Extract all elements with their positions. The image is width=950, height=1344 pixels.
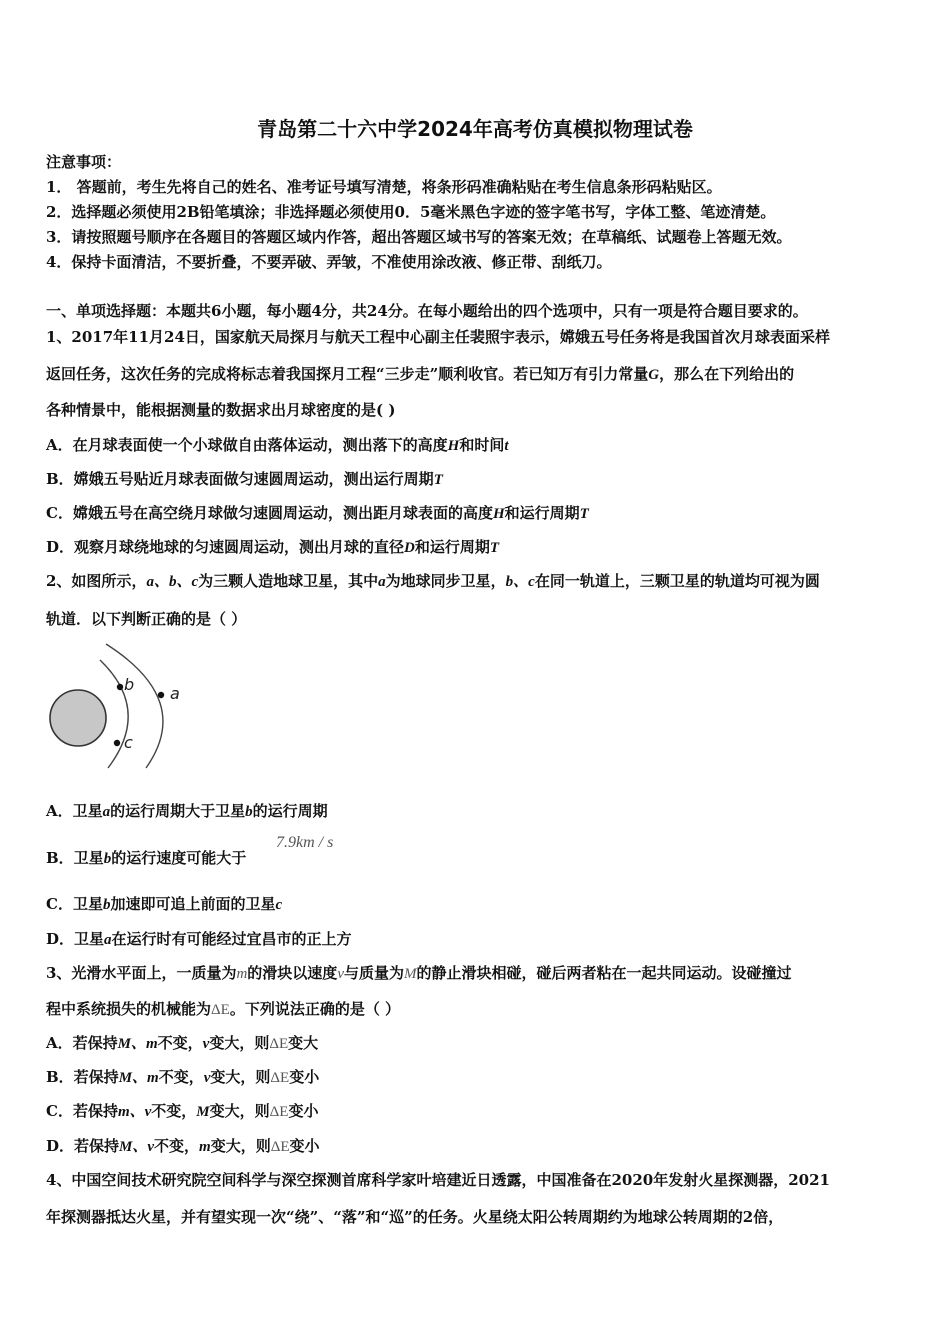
option-var-dE: ΔE <box>269 1104 289 1120</box>
option-text: 不变， <box>151 1102 197 1120</box>
option-var: T <box>433 472 443 488</box>
option-text: A．卫星 <box>46 802 103 820</box>
option-var: b <box>245 804 253 820</box>
q3-text: 的滑块以速度 <box>247 964 338 982</box>
option-var: t <box>504 438 509 454</box>
option-text: B．卫星 <box>46 849 104 867</box>
q4-stem-line2: 年探测器抵达火星，并有望实现一次“绕”、“落”和“巡”的任务。火星绕太阳公转周期约为地球公转周期的2倍， <box>46 1208 784 1226</box>
q3-option-b[interactable] <box>46 1067 319 1088</box>
option-var-dE: ΔE <box>270 1139 290 1155</box>
option-text: 变大，则 <box>209 1102 270 1120</box>
option-text: 变小 <box>289 1137 320 1155</box>
q3-text: 与质量为 <box>343 964 404 982</box>
option-var: b <box>103 851 112 867</box>
satellite-orbit-figure <box>44 640 204 775</box>
option-text: B．若保持 <box>46 1068 119 1086</box>
q3-stem-line2 <box>46 999 400 1020</box>
option-text: D．观察月球绕地球的匀速圆周运动，测出月球的直径 <box>46 538 405 556</box>
q1-var-G: G <box>648 367 660 383</box>
q2-text: 为三颗人造地球卫星，其中 <box>198 572 379 590</box>
option-var: M、v <box>119 1139 155 1155</box>
notice-item-1: 1． 答题前，考生先将自己的姓名、准考证号填写清楚，将条形码准确粘贴在考生信息条形码粘贴区。 <box>46 178 722 196</box>
option-var-dE: ΔE <box>269 1036 289 1052</box>
q2-option-c[interactable] <box>46 894 282 915</box>
option-text: 和运行周期 <box>414 538 490 556</box>
option-var: T <box>489 540 500 556</box>
q3-text: 的静止滑块相碰，碰后两者粘在一起共同运动。设碰撞过 <box>416 964 792 982</box>
option-var: b <box>102 897 111 913</box>
option-var: v <box>203 1070 211 1086</box>
q3-text: 程中系统损失的机械能为 <box>46 1000 212 1018</box>
option-text: A．若保持 <box>46 1034 118 1052</box>
option-text: 和时间 <box>459 436 505 454</box>
satellite-a-dot <box>158 692 164 698</box>
q3-var-v: v <box>337 966 344 982</box>
outer-orbit-arc <box>106 644 163 768</box>
q2-var: a <box>378 574 386 590</box>
option-var: H <box>447 438 460 454</box>
q3-option-a[interactable] <box>46 1033 318 1054</box>
option-var: m <box>199 1139 211 1155</box>
option-text: 的运行周期大于卫星 <box>110 802 246 820</box>
q2-option-a[interactable] <box>46 801 328 822</box>
q2-text: 2、如图所示， <box>46 572 147 590</box>
option-text: 变小 <box>289 1068 320 1086</box>
q2-option-d[interactable] <box>46 929 352 950</box>
option-text: D．卫星 <box>46 930 105 948</box>
q3-text: 3、光滑水平面上，一质量为 <box>46 964 237 982</box>
option-text: 变小 <box>288 1102 319 1120</box>
q3-option-c[interactable] <box>46 1101 318 1122</box>
speed-value: 7.9km / s <box>276 834 334 851</box>
q1-text: 返回任务，这次任务的完成将标志着我国探月工程“三步走”顺利收官。若已知万有引力常量 <box>46 365 649 383</box>
option-text: B．嫦娥五号贴近月球表面做匀速圆周运动，测出运行周期 <box>46 470 434 488</box>
option-text: 的运行周期 <box>252 802 328 820</box>
q1-option-b[interactable] <box>46 469 443 490</box>
option-text: 不变， <box>158 1068 204 1086</box>
q1-stem-line1: 1、2017年11月24日，国家航天局探月与航天工程中心副主任裴照宇表示，嫦娥五号任务将是我国首次月球表面采样 <box>46 328 830 346</box>
option-text: 变大，则 <box>210 1137 271 1155</box>
q3-var-m: m <box>236 966 248 982</box>
option-text: 变大 <box>288 1034 319 1052</box>
option-text: C．卫星 <box>46 895 103 913</box>
option-var-dE: ΔE <box>270 1070 290 1086</box>
earth-circle <box>50 690 106 746</box>
label-c: c <box>124 733 133 752</box>
option-text: 在运行时有可能经过宜昌市的正上方 <box>111 930 352 948</box>
option-var: a <box>102 804 111 820</box>
q2-stem-line1 <box>46 571 820 592</box>
option-var: c <box>275 897 283 913</box>
option-text: A．在月球表面使一个小球做自由落体运动，测出落下的高度 <box>46 436 448 454</box>
q3-option-d[interactable] <box>46 1136 320 1157</box>
q1-text: ，那么在下列给出的 <box>659 365 795 383</box>
option-text: 变大，则 <box>209 1034 270 1052</box>
q2-text: 在同一轨道上，三颗卫星的轨道均可视为圆 <box>534 572 820 590</box>
q3-var-dE: ΔE <box>211 1002 230 1018</box>
option-text: 的运行速度可能大于 <box>111 849 247 867</box>
option-text: 加速即可追上前面的卫星 <box>110 895 276 913</box>
q2-stem-line2: 轨道．以下判断正确的是（ ） <box>46 610 247 628</box>
notice-item-4: 4．保持卡面清洁，不要折叠，不要弄破、弄皱，不准使用涂改液、修正带、刮纸刀。 <box>46 253 612 271</box>
notice-heading: 注意事项： <box>46 153 122 171</box>
option-var: v <box>202 1036 210 1052</box>
exam-title: 青岛第二十六中学2024年高考仿真模拟物理试卷 <box>257 117 693 141</box>
notice-item-2: 2．选择题必须使用2B铅笔填涂；非选择题必须使用0．5毫米黑色字迹的签字笔书写，字体工整、笔迹清楚。 <box>46 203 776 221</box>
option-var: a <box>104 932 112 948</box>
q2-option-b[interactable] <box>46 848 246 869</box>
option-text: D．若保持 <box>46 1137 120 1155</box>
option-var: H <box>492 506 505 522</box>
q2-var: a、b、c <box>146 574 199 590</box>
option-text: C．嫦娥五号在高空绕月球做匀速圆周运动，测出距月球表面的高度 <box>46 504 493 522</box>
section-heading: 一、单项选择题：本题共6小题，每小题4分，共24分。在每小题给出的四个选项中，只有一项是符合题目要求的。 <box>46 302 808 320</box>
q1-stem-line2 <box>46 364 794 385</box>
notice-item-3: 3．请按照题号顺序在各题目的答题区域内作答，超出答题区域书写的答案无效；在草稿纸、试题卷上答题无效。 <box>46 228 792 246</box>
option-var: m、v <box>117 1104 152 1120</box>
option-var: T <box>579 506 589 522</box>
option-text: 和运行周期 <box>504 504 580 522</box>
option-text: 不变， <box>157 1034 203 1052</box>
q1-option-c[interactable] <box>46 503 589 524</box>
q1-stem-line3: 各种情景中，能根据测量的数据求出月球密度的是( ) <box>46 401 396 419</box>
q1-option-a[interactable] <box>46 435 509 456</box>
q3-stem-line1 <box>46 963 792 984</box>
option-var: M、m <box>117 1036 158 1052</box>
q2-text: 为地球同步卫星， <box>385 572 506 590</box>
option-var: D <box>404 540 415 556</box>
q3-var-M: M <box>404 966 417 982</box>
satellite-b-dot <box>117 684 123 690</box>
option-text: 不变， <box>154 1137 200 1155</box>
option-text: C．若保持 <box>46 1102 118 1120</box>
option-var: M <box>196 1104 210 1120</box>
option-text: 变大，则 <box>210 1068 271 1086</box>
label-b: b <box>124 675 135 694</box>
q3-text: 。下列说法正确的是（ ） <box>229 1000 401 1018</box>
q4-stem-line1: 4、中国空间技术研究院空间科学与深空探测首席科学家叶培建近日透露，中国准备在2020年发射火星探测器，2021 <box>46 1171 830 1189</box>
q2-var: b、c <box>505 574 535 590</box>
satellite-c-dot <box>114 740 120 746</box>
label-a: a <box>170 684 180 703</box>
q1-option-d[interactable] <box>46 537 499 558</box>
option-var: M、m <box>118 1070 159 1086</box>
